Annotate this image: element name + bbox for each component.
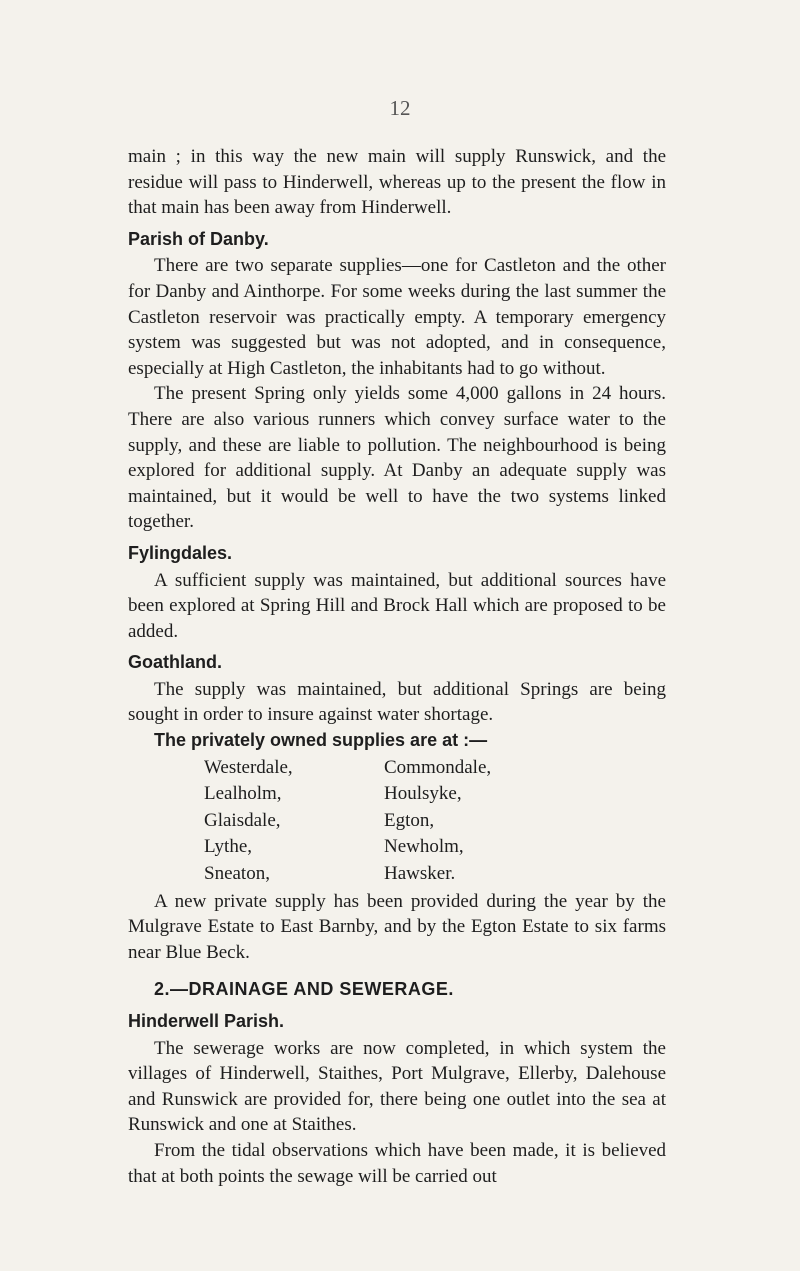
drainage-section-title: 2.—DRAINAGE AND SEWERAGE.: [154, 979, 454, 1000]
place-name: Lythe,: [204, 836, 253, 858]
drainage-paragraph-2: From the tidal observations which have been made, it is believed that at both points the sewage will be carried out: [128, 1139, 666, 1187]
page-number: 12: [389, 96, 411, 120]
goathland-paragraph: The supply was maintained, but additional Springs are being sought in order to insure against water shortage.: [128, 678, 666, 726]
intro-paragraph: main ; in this way the new main will supply Runswick, and the residue will pass to Hinderwell, whereas up to the present the flow in that main has been away from Hinderwell.: [128, 146, 666, 219]
danby-paragraph-2: The present Spring only yields some 4,000 gallons in 24 hours. There are also various runners which convey surface water to the supply, and these are liable to pollution. The neighbourhood is being explored for additional supply. At Danby an adequate supply was maintained, but it would be well to have the two systems linked together.: [128, 383, 666, 533]
danby-heading: Parish of Danby.: [128, 228, 269, 249]
place-name: Commondale,: [384, 756, 492, 778]
hinderwell-heading: Hinderwell Parish.: [128, 1011, 285, 1031]
place-name: Hawsker.: [384, 863, 456, 885]
private-supplies-heading: The privately owned supplies are at :—: [154, 730, 488, 751]
place-name: Newholm,: [384, 836, 464, 858]
place-name: Lealholm,: [204, 783, 282, 805]
goathland-heading: Goathland.: [128, 652, 222, 673]
place-name: Egton,: [384, 809, 435, 831]
page-body: [128, 144, 666, 1189]
fylingdales-heading: Fylingdales.: [128, 542, 233, 563]
private-supplies-list: [204, 755, 666, 887]
danby-paragraph-1: There are two separate supplies—one for Castleton and the other for Danby and Ainthorpe. For some weeks during the last summer the Castleton reservoir was practically empty. A temporary emergency system was suggested but was not adopted, and in consequence, especially at High Castleton, the inhabitants had to go without.: [128, 255, 666, 379]
place-name: Westerdale,: [204, 756, 293, 778]
drainage-paragraph-1: The sewerage works are now completed, in which system the villages of Hinderwell, Staithes, Port Mulgrave, Ellerby, Dalehouse and Runswick are provided for, there being one outlet into the sea at Runswick and one at Staithes.: [128, 1037, 666, 1136]
fylingdales-paragraph: A sufficient supply was maintained, but additional sources have been explored at Spring Hill and Brock Hall which are proposed to be added.: [128, 569, 666, 642]
place-name: Sneaton,: [204, 863, 270, 885]
private-supplies-paragraph: A new private supply has been provided during the year by the Mulgrave Estate to East Barnby, and by the Egton Estate to six farms near Blue Beck.: [128, 890, 666, 963]
place-name: Glaisdale,: [204, 809, 281, 831]
place-name: Houlsyke,: [384, 783, 462, 805]
